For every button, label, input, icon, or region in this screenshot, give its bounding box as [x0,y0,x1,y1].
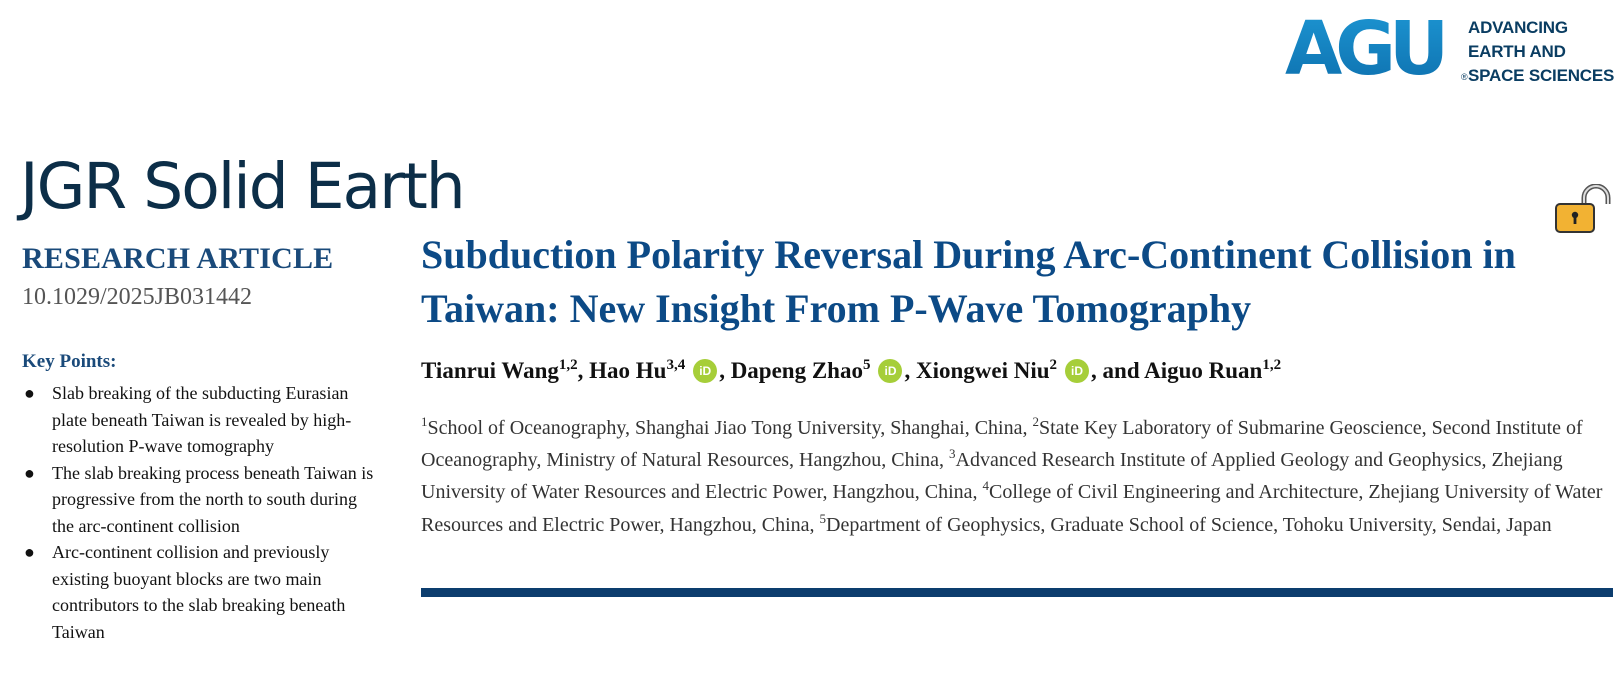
bullet-icon: ● [24,383,35,403]
author-name[interactable]: Hao Hu [589,358,667,383]
main-column [421,228,1613,541]
open-lock-icon[interactable] [1554,184,1612,234]
affiliation-text: School of Oceanography, Shanghai Jiao Tong University, Shanghai, China, [427,417,1033,439]
agu-tagline-line: ADVANCING [1468,18,1568,37]
author-affil-ref: 5 [862,357,871,373]
key-point-item [22,380,382,460]
agu-tagline-line: SPACE SCIENCES [1468,66,1615,85]
header-divider [421,588,1613,597]
author-separator: , [719,358,731,383]
affiliations [421,412,1613,541]
svg-text:AGU: AGU [1285,10,1443,86]
article-title: Subduction Polarity Reversal During Arc-Continent Collision in Taiwan: New Insight From P-Wave Tomography [421,232,1516,331]
agu-logo[interactable] [1283,10,1613,86]
orcid-icon[interactable]: iD [878,359,902,383]
doi-link[interactable]: 10.1029/2025JB031442 [22,284,253,310]
agu-tagline [1468,16,1614,88]
key-points-heading: Key Points: [22,351,117,372]
affiliation-number: 3 [949,446,956,462]
author-affil-ref: 2 [1049,357,1058,373]
agu-logo-mark [1283,10,1473,86]
key-point-item [22,460,382,540]
affiliation-text: Advanced Research Institute of Applied Geology and Geophysics, Zhejiang University of Water Resources and Electric Power, Hangzhou, China, [421,449,1563,504]
affiliation-number: 5 [819,510,827,526]
left-column [22,240,382,645]
author-name[interactable]: Aiguo Ruan [1144,358,1263,383]
affiliation-number: 2 [1032,414,1039,429]
affiliation-text: College of Civil Engineering and Architecture, Zhejiang University of Water Resources and Electric Power, Hangzhou, China, [421,481,1603,536]
key-point-text: The slab breaking process beneath Taiwan is progressive from the north to south during the arc-continent collision [52,462,374,536]
author-separator: , and [1091,358,1145,383]
svg-text:®: ® [1461,72,1468,82]
author-affil-ref: 1,2 [1262,357,1282,373]
agu-tagline-line: EARTH AND [1468,42,1566,61]
author-list [421,356,1613,386]
article-type: RESEARCH ARTICLE [22,242,334,275]
author-affil-ref: 1,2 [558,357,578,373]
key-point-item [22,539,382,645]
key-point-text: Slab breaking of the subducting Eurasian plate beneath Taiwan is revealed by high-resolution P-wave tomography [52,383,352,456]
key-point-text: Arc-continent collision and previously existing buoyant blocks are two main contributors to the slab breaking beneath Taiwan [52,542,346,642]
author-name[interactable]: Xiongwei Niu [915,358,1050,383]
author-separator: , [904,358,916,383]
orcid-icon[interactable]: iD [693,359,717,383]
affiliation-text: Department of Geophysics, Graduate School of Science, Tohoku University, Sendai, Japan [826,513,1552,536]
bullet-icon: ● [24,462,35,483]
author-name[interactable]: Tianrui Wang [421,358,559,383]
affiliation-number: 4 [982,478,990,494]
bullet-icon: ● [24,542,35,562]
affiliation-text: State Key Laboratory of Submarine Geoscience, Second Institute of Oceanography, Ministry of Natural Resources, Hangzhou, China, [421,417,1583,472]
orcid-icon[interactable]: iD [1065,359,1089,383]
author-affil-ref: 3,4 [666,357,686,373]
author-name[interactable]: Dapeng Zhao [730,358,863,383]
key-points-list [22,380,382,645]
journal-title: JGR Solid Earth [20,150,464,223]
affiliation-number: 1 [421,414,428,429]
author-separator: , [577,358,590,383]
